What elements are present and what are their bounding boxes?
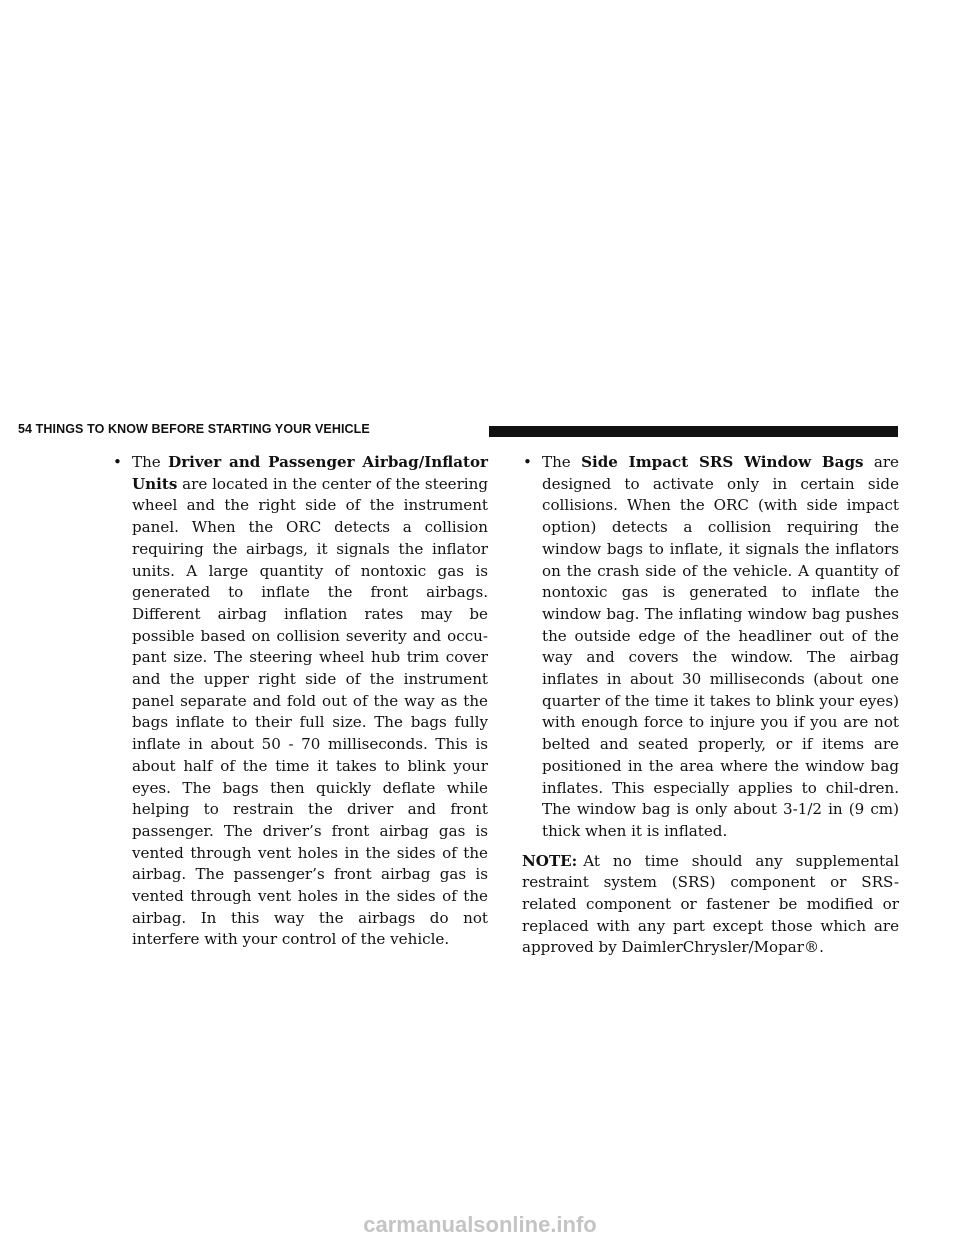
bullet-airbag-inflator-units [112, 452, 488, 951]
page-header [0, 420, 898, 440]
bullet-body: are designed to activate only in certain side collisions. When the ORC (with side impact option) detects a collision requiring the window bags to inflate, it signals the inflators on the crash side of the vehicle. A quantity of nontoxic gas is generated to inflate the window bag. The inflating window bag pushes the outside edge of the headliner out of the way and covers the window. The airbag inflates in about 30 milliseconds (about one quarter of the time it takes to blink your eyes) with enough force to injure you if you are not belted and seated properly, or if items are positioned in the area where the window bag inflates. This especially applies to chil-dren. The window bag is only about 3-1/2 in (9 cm) thick when it is inflated. [542, 453, 899, 840]
note-label: NOTE: [522, 851, 578, 870]
note-paragraph [522, 851, 899, 960]
page-header-title: 54 THINGS TO KNOW BEFORE STARTING YOUR VEHICLE [18, 422, 370, 436]
bullet-bold-term: Side Impact SRS Window Bags [581, 453, 864, 471]
left-column [112, 452, 488, 951]
bullet-lead: The [132, 453, 169, 471]
note-text: At no time should any supplemental restraint system (SRS) component or SRS-related component or fastener be modified or replaced with any part except those which are approved by DaimlerChrysler/Mopar®. [522, 851, 899, 957]
bullet-side-impact-window-bags [522, 452, 899, 843]
header-rule-bar [489, 426, 898, 437]
bullet-icon: • [523, 453, 532, 471]
bullet-icon: • [113, 453, 122, 471]
bullet-lead: The [542, 453, 582, 471]
bullet-bold-term: Driver and Passenger Airbag/Inflator Units [132, 453, 488, 493]
right-column [522, 452, 899, 959]
watermark-text: carmanualsonline.info [363, 1212, 597, 1237]
bullet-body: are located in the center of the steering wheel and the right side of the instrument panel. When the ORC detects a collision requiring the airbags, it signals the inflator units. A large quantity of nontoxic gas is generated to inflate the front airbags. Different airbag inflation rates may be possible based on collision severity and occu-pant size. The steering wheel hub trim cover and the upper right side of the instrument panel separate and fold out of the way as the bags inflate to their full size. The bags fully inflate in about 50 - 70 milliseconds. This is about half of the time it takes to blink your eyes. The bags then quickly deflate while helping to restrain the driver and front passenger. The driver’s front airbag gas is vented through vent holes in the sides of the airbag. The passenger’s front airbag gas is vented through vent holes in the sides of the airbag. In this way the airbags do not interfere with your control of the vehicle. [132, 474, 488, 949]
